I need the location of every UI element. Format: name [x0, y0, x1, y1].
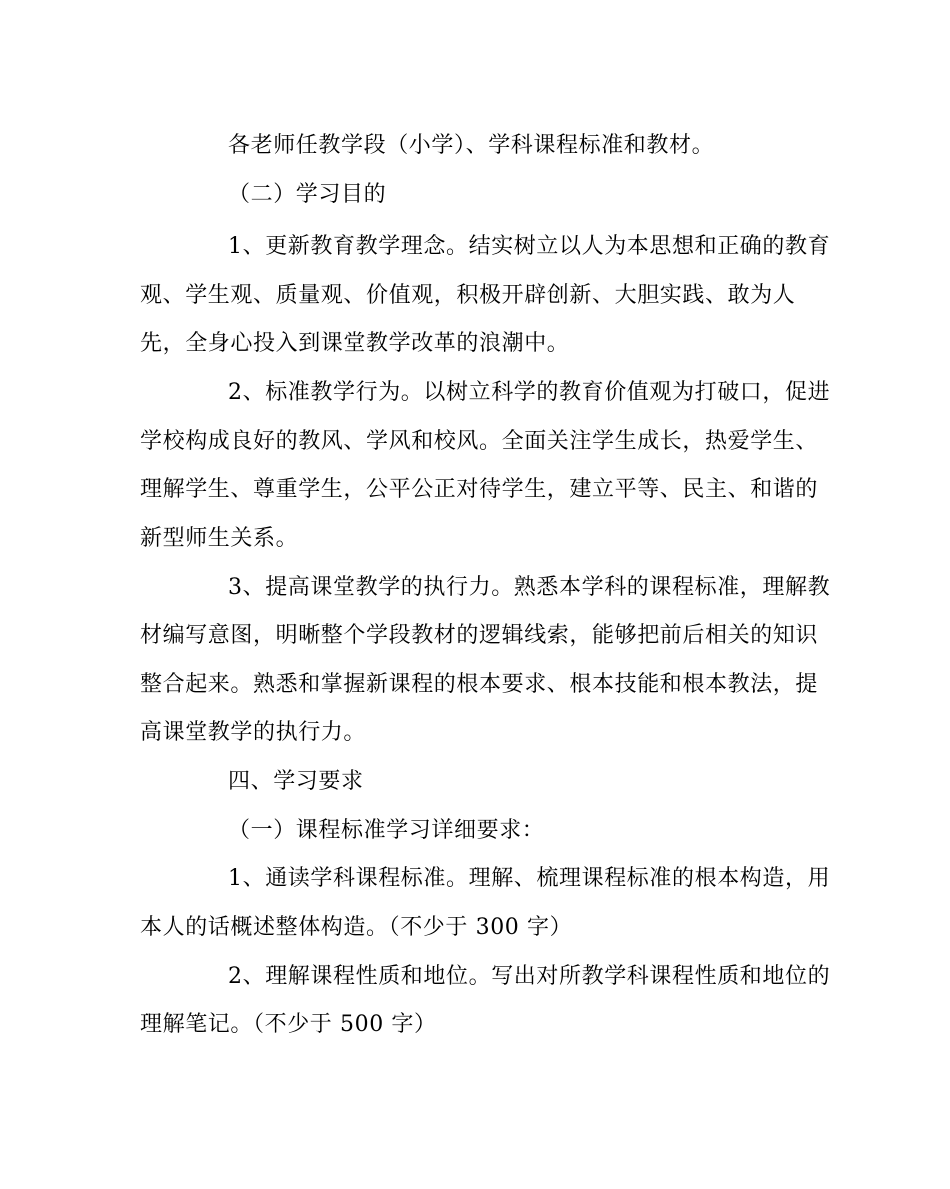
text-line: 先，全身心投入到课堂教学改革的浪潮中。: [140, 331, 570, 356]
section-heading: （二）学习目的: [228, 182, 387, 207]
section-heading: （一）课程标准学习详细要求：: [228, 818, 545, 843]
text-line: 观、学生观、质量观、价值观，积极开辟创新、大胆实践、敢为人: [140, 283, 796, 308]
text-line: 学校构成良好的教风、学风和校风。全面关注学生成长，热爱学生、: [140, 429, 819, 454]
text-line: 各老师任教学段（小学）、学科课程标准和教材。: [228, 133, 715, 158]
text-line: 本人的话概述整体构造。（不少于 300 字）: [140, 915, 573, 940]
text-line: 2、理解课程性质和地位。写出对所教学科课程性质和地位的: [228, 964, 831, 989]
text-line: 高课堂教学的执行力。: [140, 720, 367, 745]
text-line: 材编写意图，明晰整个学段教材的逻辑线索，能够把前后相关的知识: [140, 623, 819, 648]
text-line: 整合起来。熟悉和掌握新课程的根本要求、根本技能和根本教法，提: [140, 672, 819, 697]
section-heading: 四、学习要求: [228, 769, 364, 794]
text-line: 1、通读学科课程标准。理解、梳理课程标准的根本构造，用: [228, 866, 831, 891]
text-line: 理解笔记。（不少于 500 字）: [140, 1012, 437, 1037]
text-line: 3、提高课堂教学的执行力。熟悉本学科的课程标准，理解教: [228, 575, 831, 600]
text-line: 理解学生、尊重学生，公平公正对待学生，建立平等、民主、和谐的: [140, 477, 819, 502]
text-line: 2、标准教学行为。以树立科学的教育价值观为打破口，促进: [228, 380, 831, 405]
text-line: 1、更新教育教学理念。结实树立以人为本思想和正确的教育: [228, 234, 831, 259]
text-line: 新型师生关系。: [140, 526, 299, 551]
